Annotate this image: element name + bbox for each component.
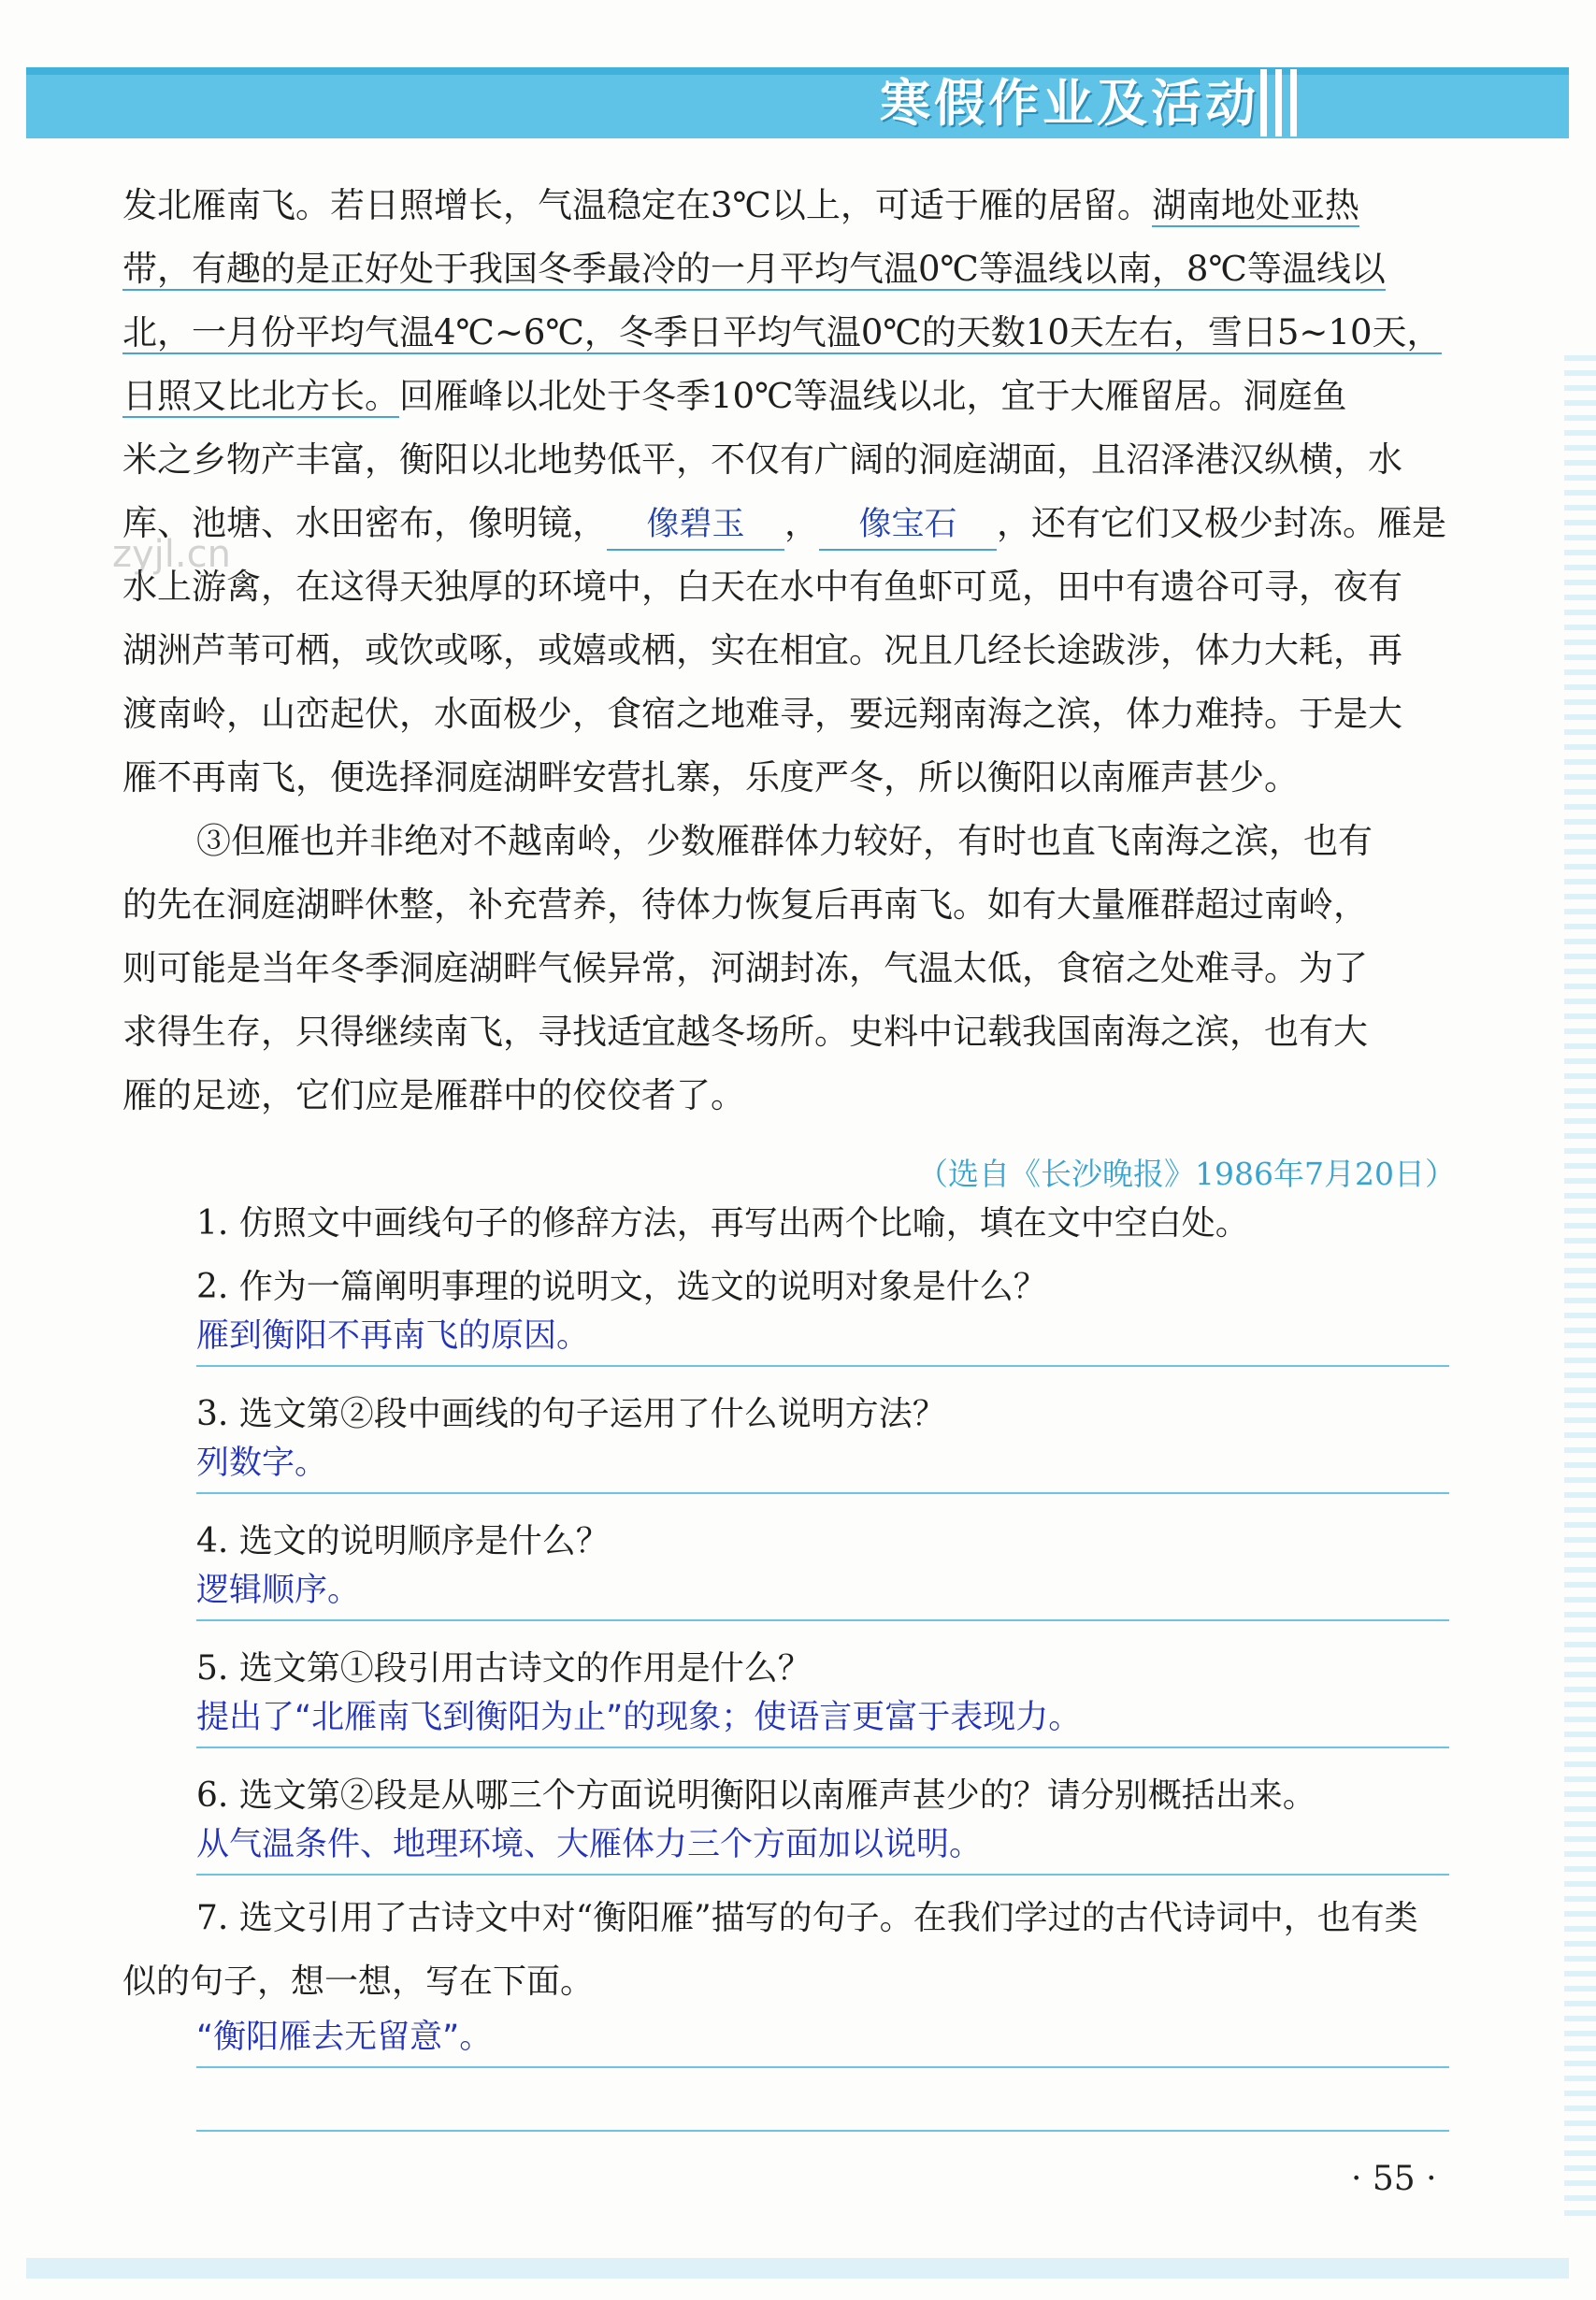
watermark: zyjl.cn [112,533,231,576]
source-citation: （选自《长沙晚报》1986年7月20日） [917,1156,1456,1192]
underlined-sentence: 带，有趣的是正好处于我国冬季最冷的一月平均气温0℃等温线以南，8℃等温线以 [122,249,1386,289]
answer-6[interactable]: 从气温条件、地理环境、大雁体力三个方面加以说明。 [196,1821,1449,1876]
underlined-sentence: 湖南地处亚热 [1151,185,1359,225]
underlined-sentence: 日照又比北方长。 [122,376,399,416]
page-number: · 55 · [1351,2160,1437,2198]
passage-line [122,237,1450,301]
passage-line: 雁的足迹，它们应是雁群中的佼佼者了。 [122,1075,745,1115]
bottom-band [26,2258,1569,2278]
passage-line: 渡南岭，山峦起伏，水面极少，食宿之地难寻，要远翔南海之滨，体力难持。于是大 [122,694,1402,734]
passage-line: 雁不再南飞，便选择洞庭湖畔安营扎寨，乐度严冬，所以衡阳以南雁声甚少。 [122,757,1299,798]
passage-line [122,301,1450,365]
passage-line: ③但雁也并非绝对不越南岭，少数雁群体力较好，有时也直飞南海之滨，也有 [196,821,1373,861]
fill-blank-answer-2[interactable]: 像宝石 [819,500,997,551]
passage-line: 水上游禽，在这得天独厚的环境中，白天在水中有鱼虾可觅，田中有遗谷可寻，夜有 [122,567,1402,607]
passage [122,174,1450,1128]
answer-2[interactable]: 雁到衡阳不再南飞的原因。 [196,1313,1449,1367]
question-5: 5. 选文第①段引用古诗文的作用是什么？ [196,1649,812,1688]
passage-line: 求得生存，只得继续南飞，寻找适宜越冬场所。史料中记载我国南海之滨，也有大 [122,1012,1368,1052]
question-4: 4. 选文的说明顺序是什么？ [196,1522,610,1560]
question-3: 3. 选文第②段中画线的句子运用了什么说明方法？ [196,1395,946,1433]
passage-line: 湖洲芦苇可栖，或饮或啄，或嬉或栖，实在相宜。况且几经长途跋涉，体力大耗，再 [122,630,1402,670]
answer-7[interactable]: “衡阳雁去无留意”。 [196,2014,1449,2068]
header-band [26,67,1569,138]
margin-decoration [1564,355,1596,2225]
header-band-stripe [26,67,1569,75]
passage-line: 则可能是当年冬季洞庭湖畔气候异常，河湖封冻，气温太低，食宿之处难寻。为了 [122,948,1368,988]
answer-7-extra-line [196,2130,1449,2132]
passage-line: 发北雁南飞。若日照增长，气温稳定在3℃以上，可适于雁的居留。湖南地处亚热 [122,185,1359,225]
passage-line: 米之乡物产丰富，衡阳以北地势低平，不仅有广阔的洞庭湖面，且沼泽港汉纵横，水 [122,439,1402,480]
question-6: 6. 选文第②段是从哪三个方面说明衡阳以南雁声甚少的？请分别概括出来。 [196,1776,1316,1815]
question-2: 2. 作为一篇阐明事理的说明文，选文的说明对象是什么？ [196,1268,1047,1306]
answer-4[interactable]: 逻辑顺序。 [196,1567,1449,1621]
question-7: 7. 选文引用了古诗文中对“衡阳雁”描写的句子。在我们学过的古代诗词中，也有类似的句子，想一想，写在下面。 [122,1899,1418,2001]
passage-line: 的先在洞庭湖畔休整，补充营养，待体力恢复后再南飞。如有大量雁群超过南岭， [122,884,1368,925]
question-1: 1. 仿照文中画线句子的修辞方法，再写出两个比喻，填在文中空白处。 [196,1204,1249,1243]
fill-blank-answer-1[interactable]: 像碧玉 [607,500,784,551]
answer-5[interactable]: 提出了“北雁南飞到衡阳为止”的现象；使语言更富于表现力。 [196,1694,1449,1748]
passage-line: 库、池塘、水田密布，像明镜， 像碧玉 ， 像宝石 ，还有它们又极少封冻。雁是 [122,492,1450,555]
header-title: 寒假作业及活动 [880,74,1259,133]
answer-3[interactable]: 列数字。 [196,1440,1449,1494]
underlined-sentence: 北，一月份平均气温4℃~6℃，冬季日平均气温0℃的天数10天左右，雪日5~10天， [122,312,1442,352]
passage-line: 日照又比北方长。回雁峰以北处于冬季10℃等温线以北，宜于大雁留居。洞庭鱼 [122,376,1347,416]
